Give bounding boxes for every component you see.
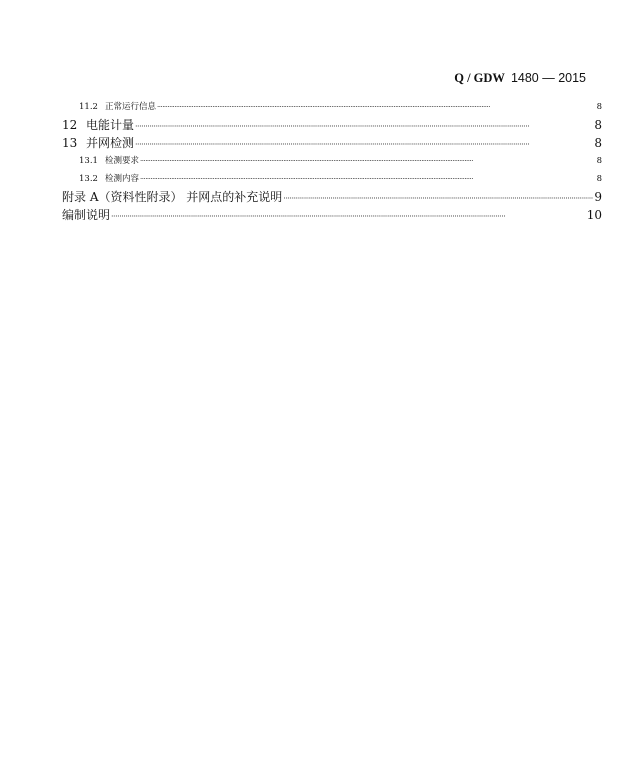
standard-number: 1480 — 2015	[510, 71, 586, 85]
toc-entry[interactable]	[62, 206, 602, 224]
toc-entry-title: 检测要求	[105, 156, 140, 166]
toc-entry-number: 12	[62, 118, 78, 132]
toc-entry-page: 8	[596, 102, 602, 112]
toc-entry[interactable]	[62, 188, 602, 206]
toc-entry-number: 11.2	[79, 102, 98, 112]
toc-entry-page: 8	[596, 174, 602, 184]
toc-entry-page: 8	[596, 156, 602, 166]
toc-entry-title: 正常运行信息	[105, 102, 157, 112]
toc-entry-number: 13.1	[79, 156, 98, 166]
toc-entry-title: 检测内容	[105, 174, 140, 184]
toc-entry[interactable]	[62, 134, 602, 152]
toc-entry[interactable]	[62, 152, 602, 170]
standard-code: Q / GDW	[454, 71, 505, 85]
toc-entry[interactable]	[62, 98, 602, 116]
toc-entry-number: 13	[62, 136, 78, 150]
table-of-contents	[62, 98, 602, 224]
toc-entry-title: 附录 A（资料性附录） 并网点的补充说明	[62, 190, 283, 204]
toc-entry-page: 8	[594, 118, 602, 132]
toc-entry-title: 编制说明	[62, 208, 111, 222]
toc-dot-leader	[135, 118, 593, 136]
toc-entry-title: 电能计量	[86, 118, 135, 132]
toc-entry-title: 并网检测	[86, 136, 135, 150]
toc-entry-page: 8	[594, 136, 602, 150]
toc-entry-number: 13.2	[79, 174, 98, 184]
toc-entry-page: 9	[594, 190, 602, 204]
toc-entry[interactable]	[62, 116, 602, 134]
toc-dot-leader	[283, 190, 593, 208]
toc-entry-page: 10	[586, 208, 602, 222]
toc-dot-leader	[140, 152, 596, 170]
standard-header	[420, 70, 586, 86]
toc-dot-leader	[140, 170, 596, 188]
toc-dot-leader	[111, 208, 586, 226]
toc-entry[interactable]	[62, 170, 602, 188]
toc-dot-leader	[157, 98, 596, 116]
